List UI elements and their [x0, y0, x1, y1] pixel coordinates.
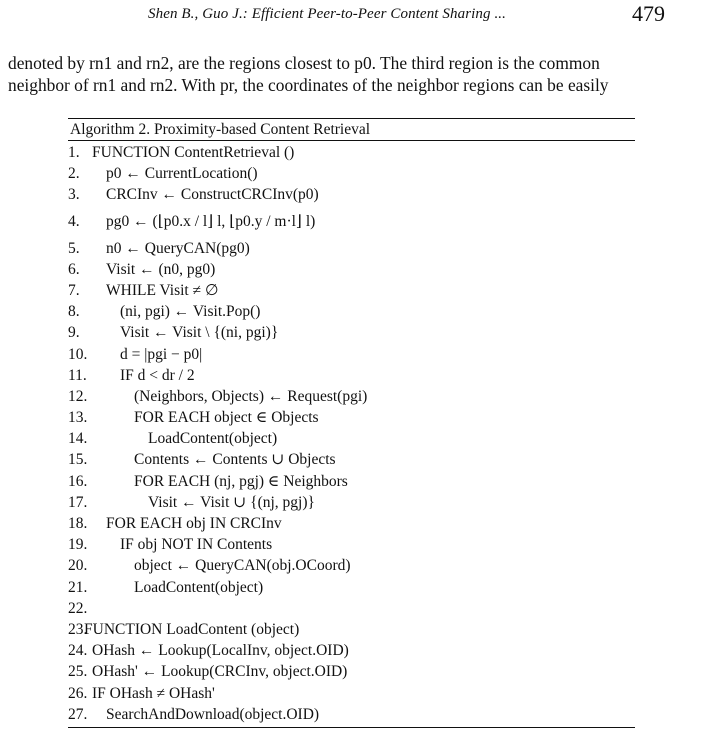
line-code: FOR EACH obj IN CRCInv — [106, 515, 282, 532]
line-number: 9. — [68, 324, 80, 342]
algorithm-line — [68, 163, 635, 184]
algorithm-line — [68, 428, 635, 449]
algorithm-lines — [68, 141, 635, 728]
line-number: 14. — [68, 430, 88, 448]
line-code: OHash ← Lookup(LocalInv, object.OID) — [92, 642, 349, 660]
page-number: 479 — [632, 1, 665, 26]
running-head — [0, 0, 705, 32]
line-code: CRCInv ← ConstructCRCInv(p0) — [106, 186, 319, 204]
line-number: 8. — [68, 303, 80, 321]
algorithm-line — [68, 555, 635, 576]
algorithm-line — [68, 577, 635, 598]
line-code: Visit ← Visit ∪ {(nj, pgj)} — [148, 493, 315, 511]
line-number: 24. — [68, 642, 88, 660]
line-number: 3. — [68, 186, 80, 204]
algorithm-line — [68, 513, 635, 534]
line-code: OHash' ← Lookup(CRCInv, object.OID) — [92, 663, 348, 681]
algorithm-line — [68, 238, 635, 259]
line-code: Visit ← Visit \ {(ni, pgi)} — [120, 324, 279, 342]
line-number: 20. — [68, 557, 88, 575]
line-number: 26. — [68, 684, 88, 702]
line-code: FUNCTION LoadContent (object) — [84, 620, 300, 638]
line-code: (Neighbors, Objects) ← Request(pgi) — [134, 387, 368, 405]
algorithm-line — [68, 661, 635, 682]
algorithm-line — [68, 184, 635, 205]
line-code: object ← QueryCAN(obj.OCoord) — [134, 557, 351, 575]
line-number: 4. — [68, 212, 80, 230]
line-code: IF d < dr / 2 — [120, 366, 195, 384]
line-number: 2. — [68, 165, 80, 183]
line-number: 16. — [68, 472, 88, 490]
algorithm-line — [68, 534, 635, 555]
algorithm-line — [68, 365, 635, 386]
line-code: Contents ← Contents ∪ Objects — [134, 451, 336, 469]
line-number: 6. — [68, 260, 80, 278]
intro-line-2: neighbor of rn1 and rn2. With pr, the coordinates of the neighbor regions can be easily — [8, 75, 609, 95]
line-code: FOR EACH (nj, pgj) ∈ Neighbors — [134, 472, 348, 490]
line-code: LoadContent(object) — [134, 578, 264, 596]
line-number: 18. — [68, 515, 88, 532]
line-number: 19. — [68, 536, 88, 554]
algorithm-line — [68, 344, 635, 365]
intro-line-1: denoted by rn1 and rn2, are the regions closest to p0. The third region is the common — [8, 53, 600, 73]
line-number: 7. — [68, 281, 80, 299]
algorithm-title: Algorithm 2. Proximity-based Content Retrieval — [68, 118, 635, 141]
algorithm-box — [68, 118, 635, 728]
line-number: 13. — [68, 409, 88, 427]
line-number: 21. — [68, 578, 88, 596]
algorithm-line — [68, 386, 635, 407]
line-code: n0 ← QueryCAN(pg0) — [106, 239, 250, 257]
algorithm-line — [68, 704, 635, 725]
line-code: LoadContent(object) — [148, 430, 278, 448]
line-number: 22. — [68, 599, 88, 617]
line-number: 17. — [68, 493, 88, 511]
algorithm-line — [68, 206, 635, 238]
line-code: FOR EACH object ∈ Objects — [134, 409, 319, 427]
line-number: 11. — [68, 366, 87, 384]
algorithm-line — [68, 598, 635, 619]
line-code: IF obj NOT IN Contents — [120, 536, 273, 554]
line-number: 5. — [68, 239, 80, 257]
running-title: Shen B., Guo J.: Efficient Peer-to-Peer Content Sharing ... — [148, 6, 507, 22]
algorithm-line — [68, 683, 635, 704]
intro-paragraph — [8, 52, 696, 96]
line-code: Visit ← (n0, pg0) — [106, 260, 216, 278]
algorithm-line — [68, 449, 635, 470]
algorithm-line — [68, 259, 635, 280]
line-code: d = |pgi − p0| — [120, 345, 203, 363]
algorithm-line — [68, 407, 635, 428]
line-code: IF OHash ≠ OHash' — [92, 684, 215, 702]
algorithm-line — [68, 492, 635, 513]
algorithm-line — [68, 619, 635, 640]
algorithm-line — [68, 301, 635, 322]
line-code: WHILE Visit ≠ ∅ — [106, 281, 219, 299]
algorithm-line — [68, 640, 635, 661]
line-number: 27. — [68, 705, 88, 723]
line-number: 10. — [68, 345, 88, 363]
algorithm-line — [68, 322, 635, 343]
line-code: p0 ← CurrentLocation() — [106, 165, 258, 183]
line-number: 15. — [68, 451, 88, 469]
line-number: 1. — [68, 144, 80, 161]
algorithm-line — [68, 471, 635, 492]
line-code: (ni, pgi) ← Visit.Pop() — [120, 303, 261, 321]
line-number: 23. — [68, 620, 88, 638]
algorithm-line — [68, 142, 635, 163]
line-code: pg0 ← (⌊p0.x / l⌋ l, ⌊p0.y / m·l⌋ l) — [106, 212, 316, 230]
line-number: 12. — [68, 387, 88, 405]
line-number: 25. — [68, 663, 88, 681]
line-code: FUNCTION ContentRetrieval () — [92, 144, 295, 161]
line-code: SearchAndDownload(object.OID) — [106, 705, 320, 723]
algorithm-line — [68, 280, 635, 301]
